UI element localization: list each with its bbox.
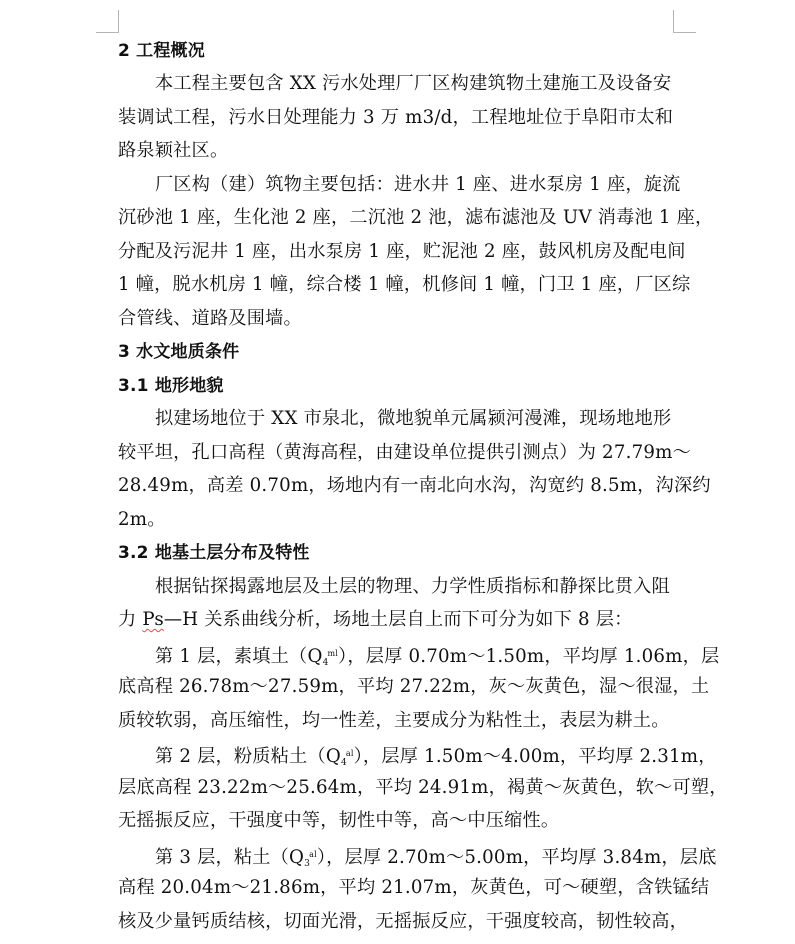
paragraph-line [118, 607, 633, 633]
paragraph-line: 底高程 26.78m～27.59m，平均 27.22m，灰～灰黄色，湿～很湿，土 [118, 676, 710, 697]
margin-corner-top-left [96, 10, 119, 33]
subscript: 4 [322, 658, 329, 668]
text-run: 第 1 层，素填土（Q [155, 646, 323, 667]
text-run: 第 2 层，粉质粘土（Q [155, 746, 341, 767]
paragraph-line: 拟建场地位于 XX 市泉北，微地貌单元属颍河漫滩，现场地地形 [155, 408, 672, 429]
superscript: ml [327, 649, 339, 658]
text-run: 第 3 层，粘土（Q [155, 847, 305, 868]
paragraph-line: 本工程主要包含 XX 污水处理厂厂区构建筑物土建施工及设备安 [155, 73, 672, 94]
paragraph-line: 高程 20.04m～21.86m，平均 21.07m，灰黄色，可～硬塑，含铁锰结 [118, 877, 710, 898]
paragraph-line: 1 幢，脱水机房 1 幢，综合楼 1 幢，机修间 1 幢，门卫 1 座，厂区综 [118, 274, 691, 295]
spellcheck-underline[interactable]: Ps [142, 609, 164, 630]
subsection-heading-3-2: 3.2 地基土层分布及特性 [118, 543, 310, 563]
paragraph-line: 装调试工程，污水日处理能力 3 万 m3/d，工程地址位于阜阳市太和 [118, 107, 674, 128]
paragraph-line: 厂区构（建）筑物主要包括：进水井 1 座、进水泵房 1 座，旋流 [155, 174, 681, 195]
superscript: al [345, 749, 354, 758]
text-run: ），层厚 0.70m～1.50m，平均厚 1.06m，层 [338, 646, 720, 667]
section-heading-3: 3 水文地质条件 [118, 342, 240, 362]
paragraph-line: 根据钻探揭露地层及土层的物理、力学性质指标和静探比贯入阻 [155, 576, 670, 597]
paragraph-line [155, 741, 717, 767]
paragraph-line: 路泉颖社区。 [118, 140, 229, 161]
subscript: 3 [304, 859, 311, 869]
paragraph-line: 2m。 [118, 509, 166, 530]
paragraph-line [155, 842, 717, 868]
paragraph-line: 沉砂池 1 座，生化池 2 座，二沉池 2 池，滤布滤池及 UV 消毒池 1 座， [118, 207, 714, 228]
text-run: ），层厚 2.70m～5.00m，平均厚 3.84m，层底 [316, 847, 717, 868]
subsection-heading-3-1: 3.1 地形地貌 [118, 376, 224, 396]
text-run: 力 [118, 609, 143, 630]
paragraph-line: 质较软弱，高压缩性，均一性差，主要成分为粘性土，表层为耕土。 [118, 710, 670, 731]
margin-corner-top-right [673, 10, 696, 33]
paragraph-line: 28.49m，高差 0.70m，场地内有一南北向水沟，沟宽约 8.5m，沟深约 [118, 475, 711, 496]
subscript: 4 [340, 758, 347, 768]
paragraph-line: 合管线、道路及围墙。 [118, 308, 302, 329]
superscript: al [309, 850, 317, 859]
paragraph-line: 核及少量钙质结核，切面光滑，无摇振反应，干强度较高，韧性较高， [118, 911, 689, 932]
section-heading-2: 2 工程概况 [118, 41, 205, 61]
paragraph-line: 较平坦，孔口高程（黄海高程，由建设单位提供引测点）为 27.79m～ [118, 442, 691, 463]
paragraph-line: 分配及污泥井 1 座，出水泵房 1 座，贮泥池 2 座，鼓风机房及配电间 [118, 241, 686, 262]
text-run: ），层厚 1.50m～4.00m，平均厚 2.31m， [353, 746, 717, 767]
paragraph-line: 层底高程 23.22m～25.64m，平均 24.91m，褐黄～灰黄色，软～可塑， [118, 777, 728, 798]
paragraph-line [155, 641, 719, 667]
text-run: —H 关系曲线分析，场地土层自上而下可分为如下 8 层： [163, 609, 633, 630]
paragraph-line: 无摇振反应，干强度中等，韧性中等，高～中压缩性。 [118, 810, 560, 831]
